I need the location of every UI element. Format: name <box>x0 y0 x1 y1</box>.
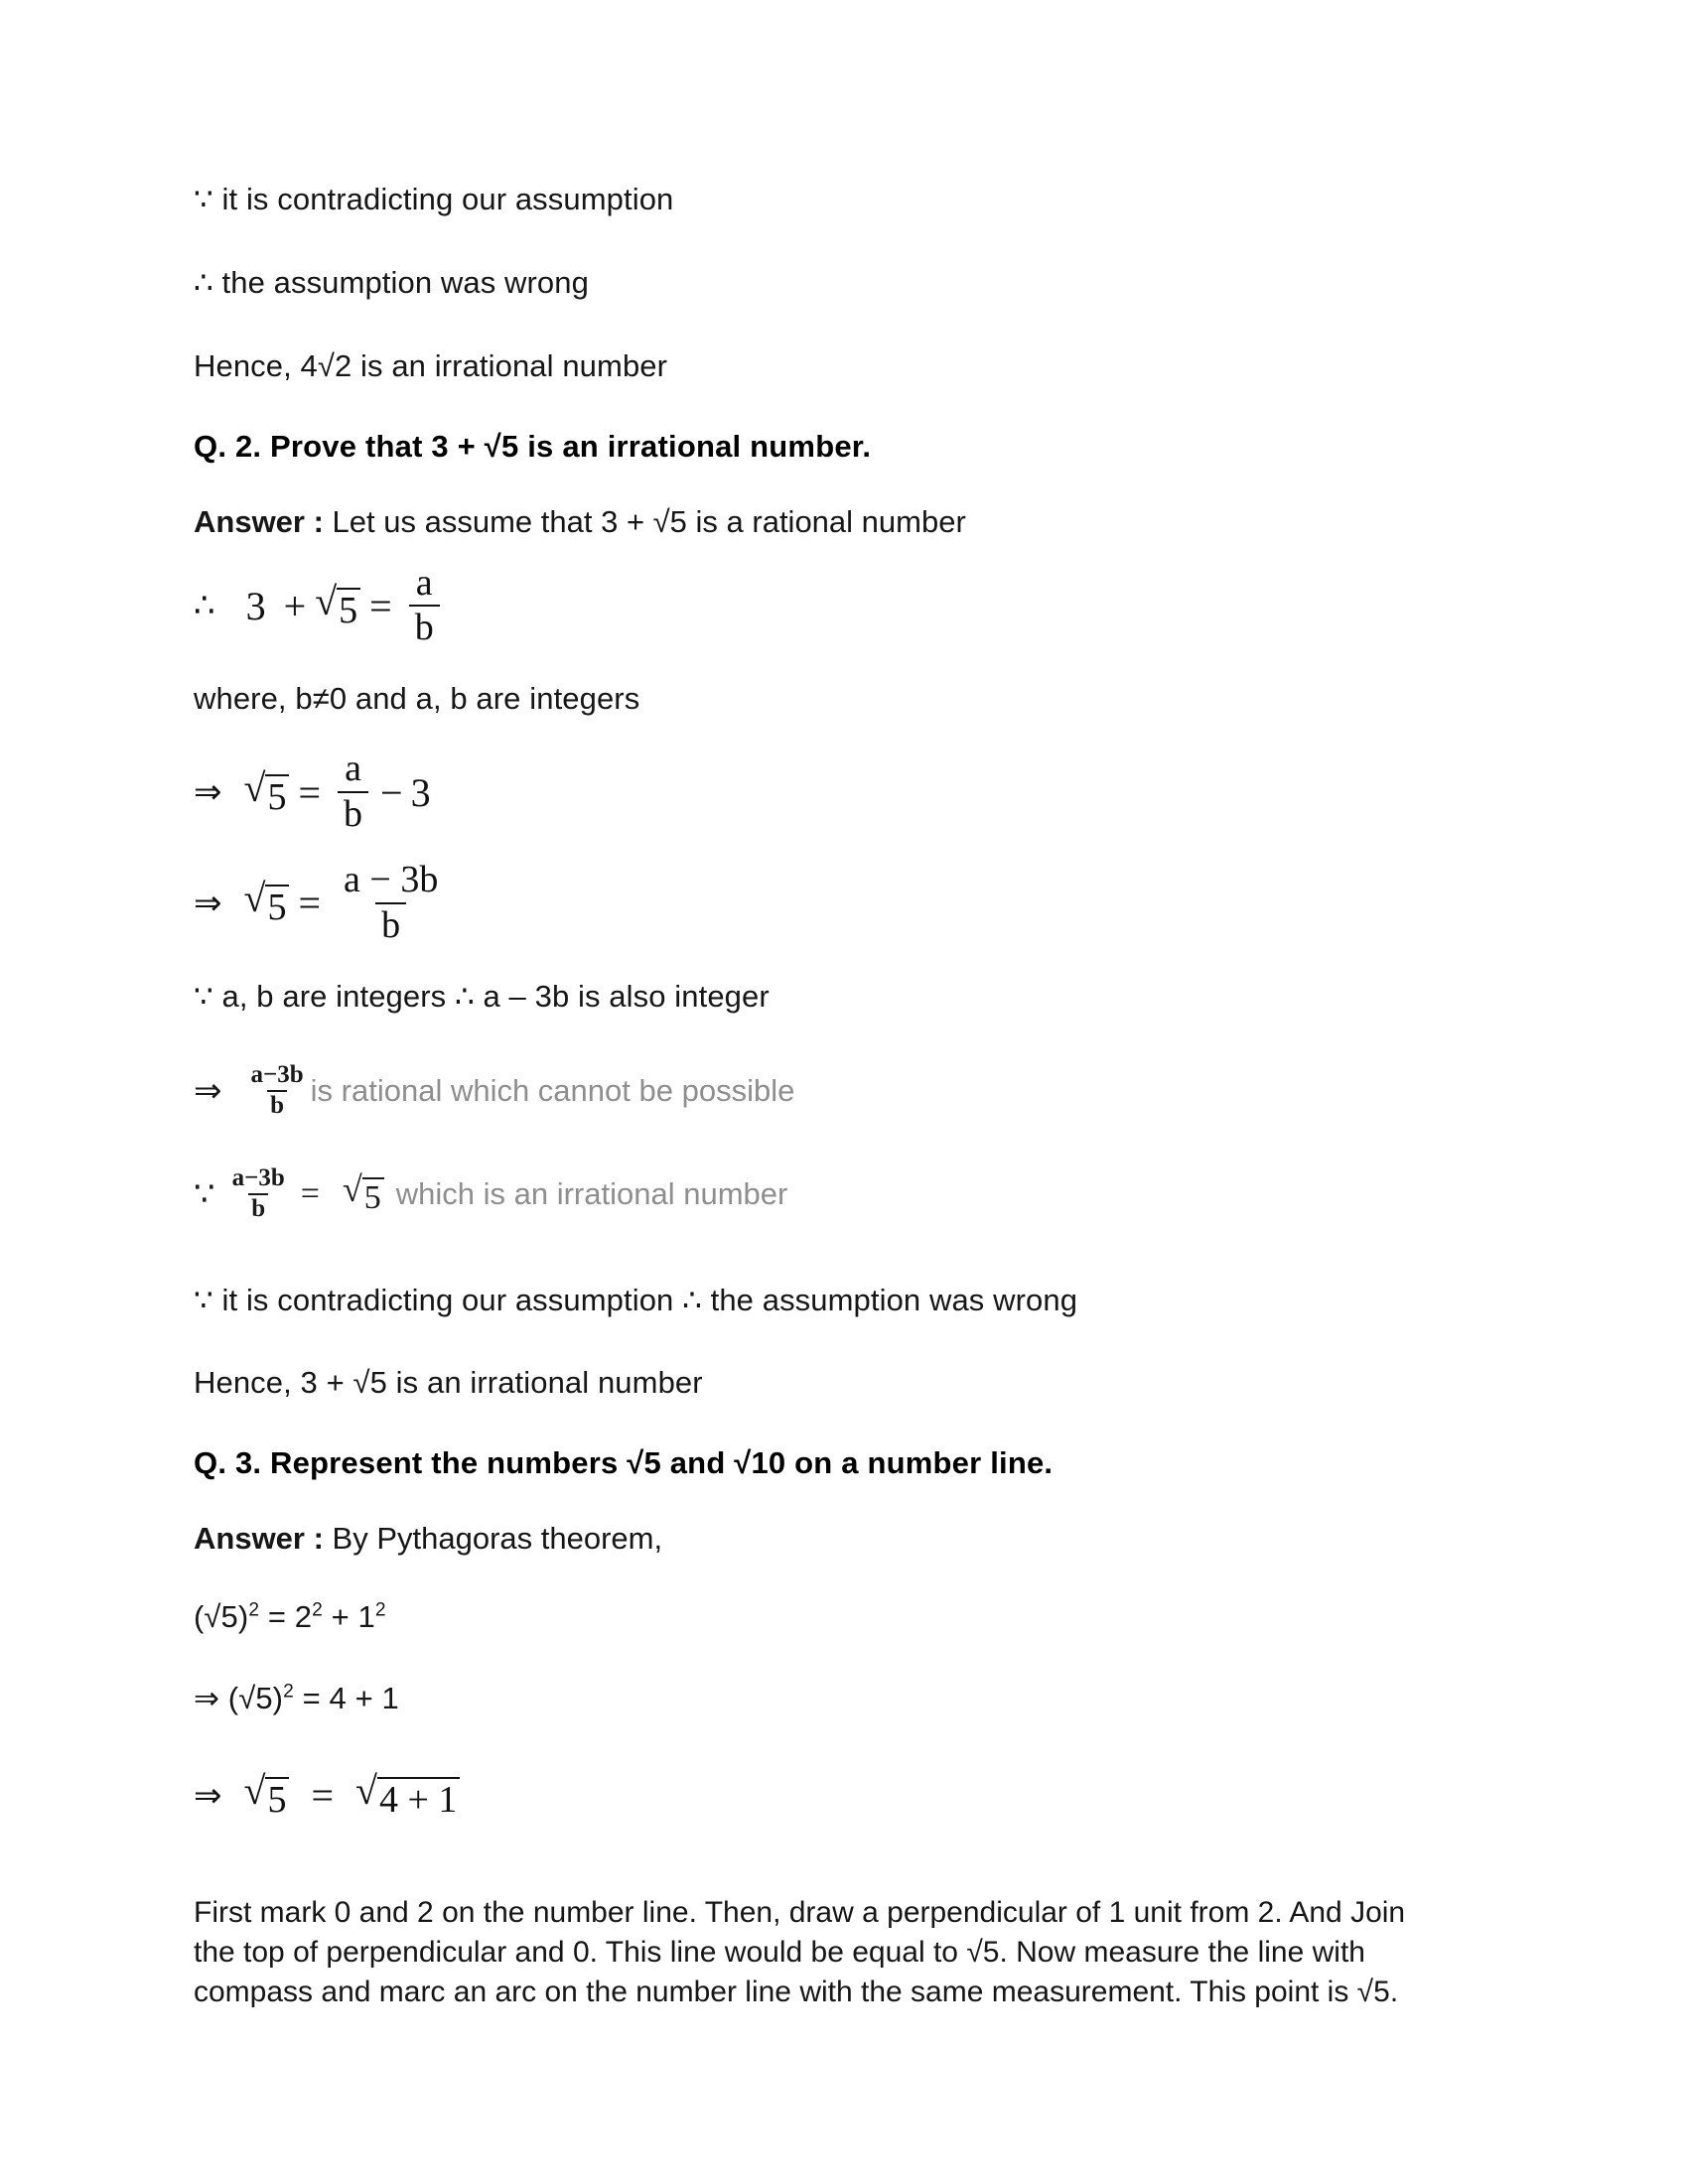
question-2-answer-line <box>194 504 1475 540</box>
eq-q3-3-right-radicand: 4 + 1 <box>377 1777 460 1819</box>
text-contradiction-1: ∵ it is contradicting our assumption <box>194 182 674 216</box>
eq2-denominator: b <box>338 791 368 835</box>
question-3-answer-line <box>194 1521 1475 1557</box>
question-3-explanation-paragraph: First mark 0 and 2 on the number line. Then, draw a perpendicular of 1 unit from 2. And Join the top of perpendicular and 0. This line would be equal to √5. Now measure the line with compass and marc an arc on the number line with the same measurement. This point is √5. <box>194 1895 1406 2008</box>
eq2-minus: − <box>380 769 403 815</box>
eq4-fraction <box>248 1062 307 1119</box>
eq1-radicand: 5 <box>337 588 360 629</box>
eq1-equals: = <box>369 583 392 628</box>
eq-q3-3-left-radicand: 5 <box>265 1777 289 1819</box>
equation-q3-2 <box>194 1678 1475 1720</box>
text-assumption-wrong-1: ∴ the assumption was wrong <box>194 264 589 300</box>
equation-q2-5 <box>194 1153 1475 1236</box>
implies-arrow-icon: ⇒ <box>194 883 222 923</box>
radical-sign-icon: √ <box>355 1768 377 1814</box>
eq-q3-3-equals: = <box>311 1773 335 1819</box>
radical-sign-icon: √ <box>315 578 338 623</box>
answer-label-q2: Answer : <box>194 503 324 539</box>
eq-q3-2-lhs: (√5) <box>227 1681 284 1716</box>
eq2-sqrt5 <box>243 764 290 818</box>
eq-q3-1-t1: 2 <box>294 1599 313 1635</box>
eq4-trailing-text: is rational which cannot be possible <box>310 1072 795 1108</box>
eq5-trailing-text: which is an irrational number <box>395 1175 788 1211</box>
question-2-heading: Q. 2. Prove that 3 + √5 is an irrational number. <box>194 428 872 464</box>
eq3-radicand: 5 <box>265 885 289 926</box>
eq-q3-1-t2-exp: 2 <box>374 1599 386 1621</box>
eq-q3-1-lhs: (√5) <box>194 1599 249 1635</box>
eq2-fraction-a-over-b <box>338 750 368 835</box>
eq-q3-1-plus: + <box>331 1599 350 1635</box>
eq1-denominator: b <box>409 605 440 648</box>
implies-arrow-icon: ⇒ <box>194 1070 222 1111</box>
answer-label-q3: Answer : <box>194 1521 324 1557</box>
equation-q3-3 <box>194 1754 1475 1838</box>
eq5-sqrt5 <box>342 1169 384 1217</box>
implies-arrow-icon: ⇒ <box>194 1775 222 1816</box>
eq-q3-1-equals: = <box>267 1599 287 1635</box>
text-contradiction-2: ∵ it is contradicting our assumption ∴ the assumption was wrong <box>194 1282 1078 1317</box>
eq5-denominator: b <box>248 1193 268 1222</box>
text-where-integers: where, b≠0 and a, b are integers <box>194 681 640 717</box>
equation-q2-3 <box>194 858 1475 946</box>
eq3-numerator: a − 3b <box>344 858 439 900</box>
eq5-fraction <box>229 1165 288 1222</box>
text-hence-4root2: Hence, 4√2 is an irrational number <box>194 347 668 383</box>
radical-sign-icon: √ <box>243 876 266 921</box>
eq3-fraction <box>338 858 444 946</box>
equation-q2-2 <box>194 750 1475 835</box>
text-ab-integers: ∵ a, b are integers ∴ a – 3b is also integer <box>194 978 770 1014</box>
because-symbol: ∵ <box>194 1173 215 1214</box>
eq-q3-1-lhs-exp: 2 <box>248 1599 260 1621</box>
eq3-equals: = <box>298 881 322 926</box>
eq5-equals: = <box>300 1174 320 1212</box>
equation-q3-1 <box>194 1596 1475 1638</box>
therefore-symbol: ∴ <box>194 586 215 626</box>
eq1-sqrt5 <box>315 578 360 631</box>
eq2-equals: = <box>298 769 322 815</box>
answer-text-q3: By Pythagoras theorem, <box>332 1521 663 1557</box>
eq5-radicand: 5 <box>362 1177 384 1215</box>
eq3-denominator: b <box>375 902 406 946</box>
eq4-numerator: a−3b <box>250 1061 304 1089</box>
eq-q3-2-rhs: 4 + 1 <box>329 1681 399 1716</box>
eq-q3-2-equals: = <box>302 1681 321 1716</box>
eq-q3-3-sqrt5 <box>243 1768 290 1822</box>
question-3-heading: Q. 3. Represent the numbers √5 and √10 on a number line. <box>194 1445 1054 1481</box>
eq5-numerator: a−3b <box>231 1164 285 1192</box>
text-hence-3-plus-root5: Hence, 3 + √5 is an irrational number <box>194 1365 703 1401</box>
answer-text-q2: Let us assume that 3 + √5 is a rational number <box>332 503 966 539</box>
eq1-three: 3 <box>245 583 266 628</box>
eq-q3-1-t2: 1 <box>357 1599 375 1635</box>
eq1-plus: + <box>283 583 307 628</box>
radical-sign-icon: √ <box>342 1169 362 1210</box>
document-content <box>194 179 1475 2012</box>
radical-sign-icon: √ <box>243 1768 266 1814</box>
equation-q2-1 <box>194 561 1475 649</box>
eq-q3-3-sqrt-4-plus-1 <box>355 1768 460 1822</box>
eq2-numerator: a <box>345 748 361 790</box>
implies-arrow-icon: ⇒ <box>194 772 222 813</box>
equation-q2-4 <box>194 1049 1475 1133</box>
eq2-radicand: 5 <box>265 774 289 816</box>
eq1-fraction-a-over-b <box>409 561 440 649</box>
eq2-three: 3 <box>410 769 431 815</box>
eq1-numerator: a <box>415 561 433 604</box>
implies-arrow-icon: ⇒ <box>194 1681 220 1717</box>
eq4-denominator: b <box>267 1090 287 1119</box>
radical-sign-icon: √ <box>243 764 266 810</box>
eq-q3-2-lhs-exp: 2 <box>283 1681 294 1703</box>
eq-q3-1-t1-exp: 2 <box>312 1599 323 1621</box>
eq3-sqrt5 <box>243 876 290 929</box>
